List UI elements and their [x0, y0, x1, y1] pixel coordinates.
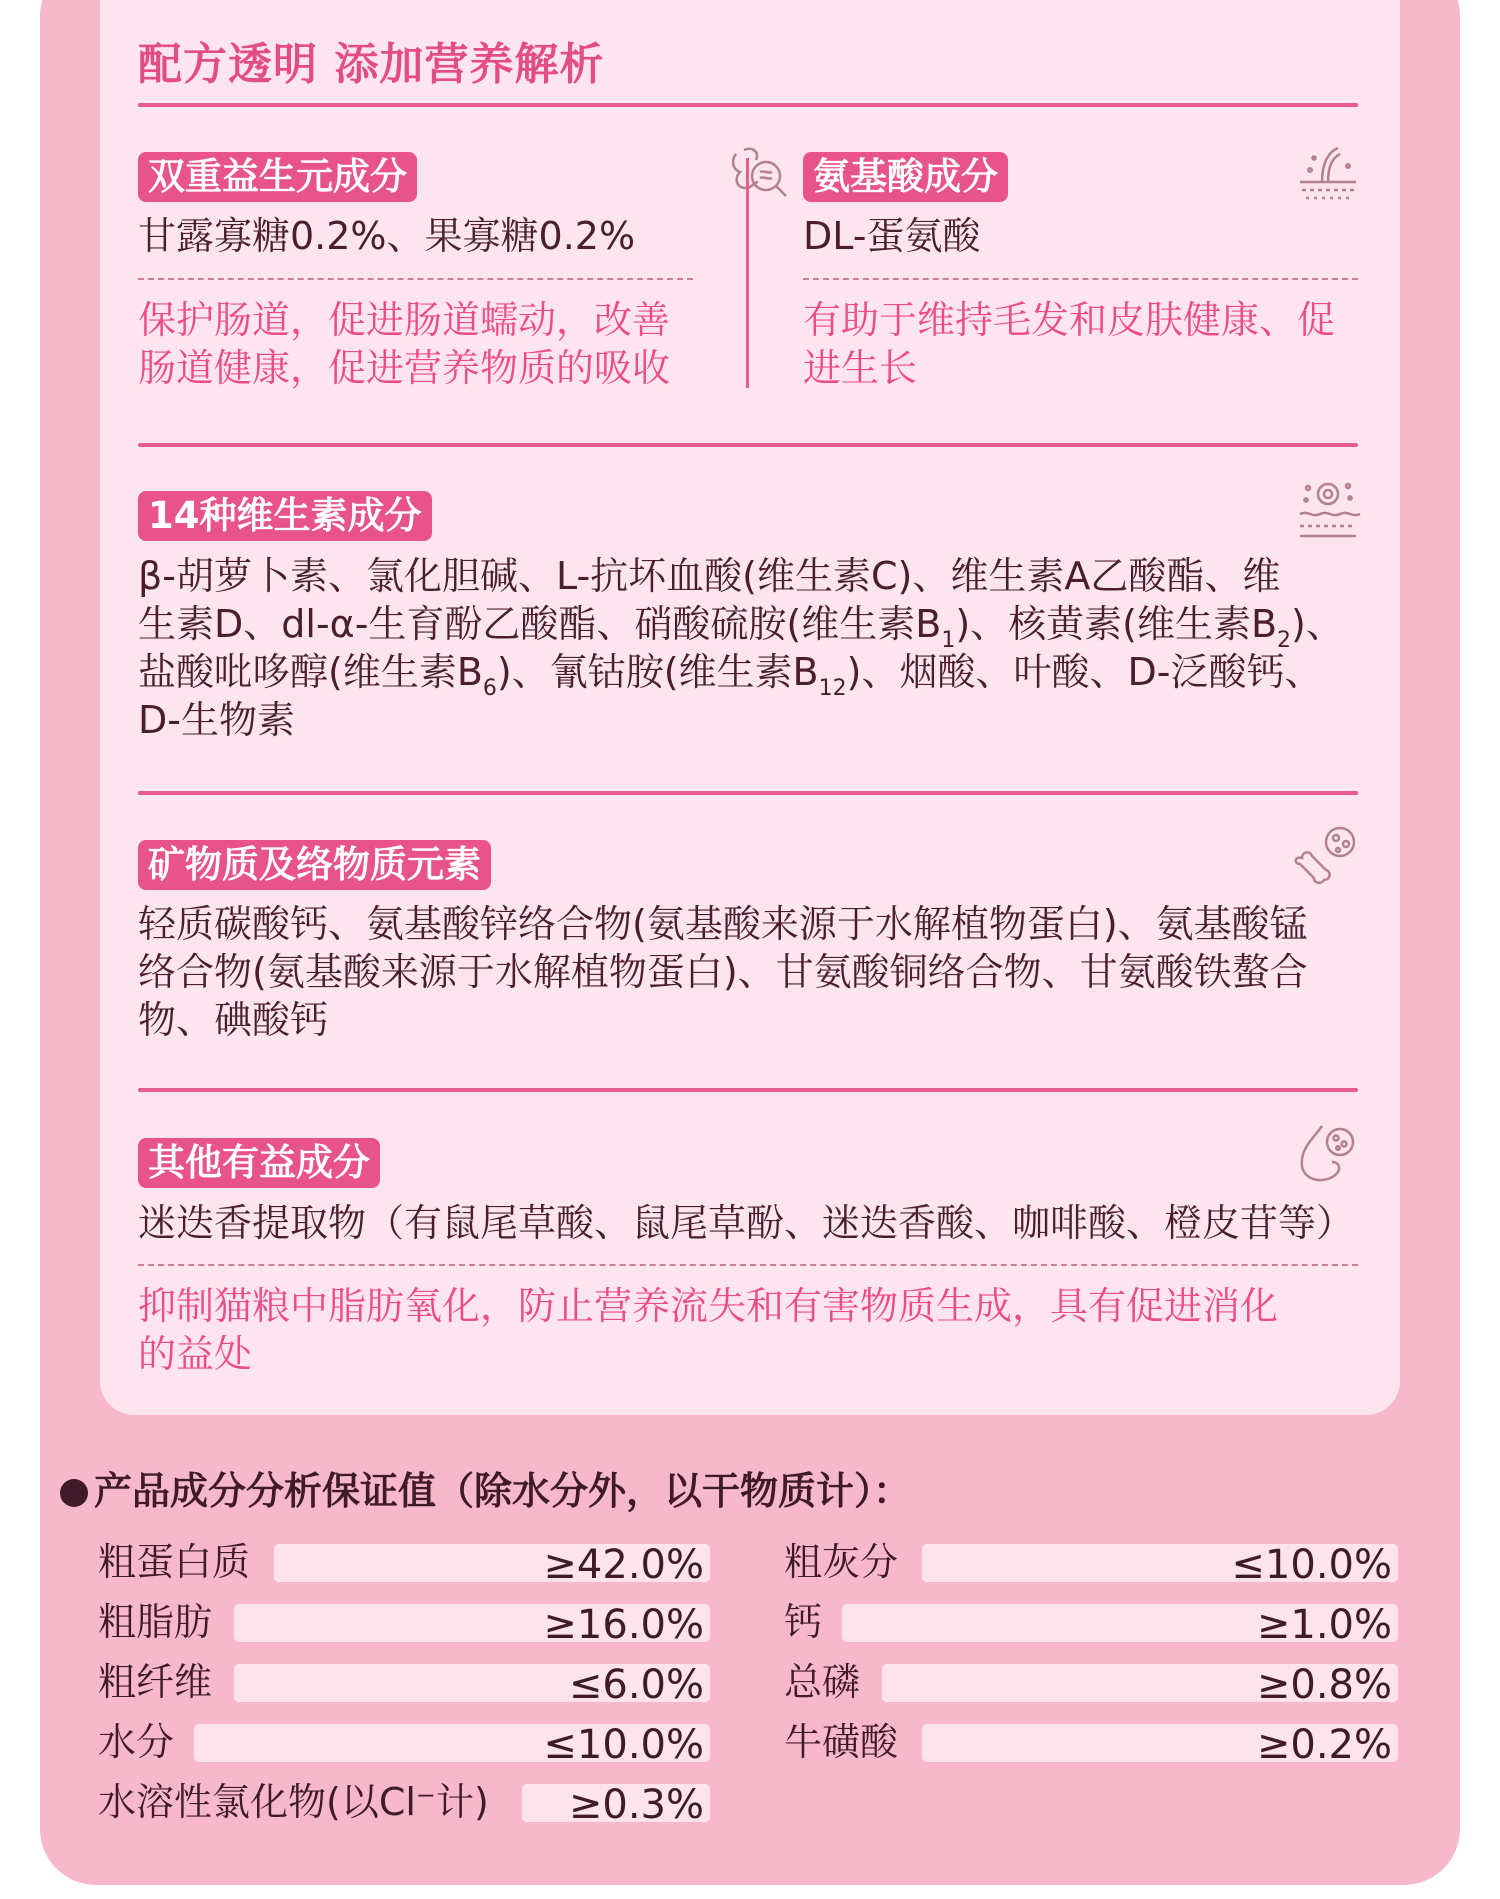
divider: [138, 103, 1358, 107]
vitamins-line-1: β-胡萝卜素、氯化胆碱、L-抗坏血酸(维生素C)、维生素A乙酸酯、维: [138, 554, 1281, 598]
minerals-line-3: 物、碘酸钙: [138, 998, 329, 1042]
guarantee-row: [98, 1718, 710, 1766]
vitamins-tag: 14种维生素成分: [138, 491, 432, 541]
guarantee-value: ≥1.0%: [1256, 1602, 1392, 1648]
value-bar: [274, 1542, 710, 1588]
value-bar: [922, 1542, 1398, 1588]
guarantee-label: 水分: [98, 1720, 175, 1764]
guarantee-label: 粗脂肪: [98, 1600, 213, 1644]
vitamins-line-4: D-生物素: [138, 698, 295, 742]
minerals-tag: 矿物质及络物质元素: [138, 840, 491, 890]
card-title: 配方透明 添加营养解析: [138, 39, 605, 90]
minerals-line-1: 轻质碳酸钙、氨基酸锌络合物(氨基酸来源于水解植物蛋白)、氨基酸锰: [138, 902, 1308, 946]
vitamins-line-3: 盐酸吡哆醇(维生素$B_6$)、氰钴胺(维生素$B_{12}$)、烟酸、叶酸、D-泛酸钙、: [138, 650, 1323, 701]
guarantee-title: 产品成分分析保证值（除水分外，以干物质计）：: [60, 1460, 911, 1515]
value-bar: [194, 1722, 710, 1768]
prebiotic-benefit-line-1: 保护肠道，促进肠道蠕动，改善: [138, 298, 671, 342]
guarantee-row: [784, 1538, 1398, 1586]
guarantee-label: 水溶性氯化物(以Cl⁻计): [98, 1780, 489, 1824]
amino-benefit-line-2: 进生长: [803, 346, 918, 390]
others-tag: 其他有益成分: [138, 1138, 380, 1188]
guarantee-value: ≥0.8%: [1256, 1662, 1392, 1708]
bone-cell-icon: [1292, 820, 1364, 892]
guarantee-value: ≥16.0%: [543, 1602, 704, 1648]
divider: [138, 1088, 1358, 1092]
value-bar: [522, 1782, 710, 1828]
guarantee-label: 总磷: [784, 1660, 861, 1704]
amino-benefit-line-1: 有助于维持毛发和皮肤健康、促: [803, 298, 1336, 342]
nutrition-card: [100, 0, 1400, 1415]
column-divider: [746, 158, 749, 388]
others-benefit-line-2: 的益处: [138, 1332, 253, 1376]
vitamins-line-2: 生素D、dl-α-生育酚乙酸酯、硝酸硫胺(维生素$B_1$)、核黄素(维生素$B_2$)、: [138, 602, 1344, 653]
guarantee-value: ≥42.0%: [543, 1542, 704, 1588]
dashed-divider: [803, 278, 1358, 280]
value-bar: [234, 1662, 710, 1708]
prebiotic-tag: 双重益生元成分: [138, 152, 417, 202]
amino-tag: 氨基酸成分: [803, 152, 1008, 202]
guarantee-row: [98, 1778, 710, 1826]
others-benefit-line-1: 抑制猫粮中脂肪氧化，防止营养流失和有害物质生成，具有促进消化: [138, 1284, 1279, 1328]
guarantee-row: [98, 1598, 710, 1646]
gut-icon: [722, 136, 794, 208]
guarantee-label: 牛磺酸: [784, 1720, 899, 1764]
bullet-icon: [60, 1479, 88, 1507]
guarantee-row: [784, 1718, 1398, 1766]
guarantee-label: 粗纤维: [98, 1660, 213, 1704]
value-bar: [882, 1662, 1398, 1708]
stomach-icon: [1292, 1118, 1364, 1190]
guarantee-label: 钙: [784, 1600, 823, 1644]
others-ingredients: 迷迭香提取物（有鼠尾草酸、鼠尾草酚、迷迭香酸、咖啡酸、橙皮苷等）: [138, 1201, 1355, 1245]
guarantee-label: 粗灰分: [784, 1540, 899, 1584]
guarantee-value: ≥0.3%: [568, 1782, 704, 1828]
value-bar: [842, 1602, 1398, 1648]
guarantee-row: [784, 1598, 1398, 1646]
guarantee-value: ≤6.0%: [568, 1662, 704, 1708]
skin-layers-icon: [1292, 472, 1364, 544]
guarantee-row: [98, 1658, 710, 1706]
minerals-line-2: 络合物(氨基酸来源于水解植物蛋白)、甘氨酸铜络合物、甘氨酸铁螯合: [138, 950, 1308, 994]
divider: [138, 443, 1358, 447]
dashed-divider: [138, 1264, 1358, 1266]
value-bar: [922, 1722, 1398, 1768]
prebiotic-benefit-line-2: 肠道健康，促进营养物质的吸收: [138, 346, 671, 390]
hair-skin-icon: [1292, 134, 1364, 206]
prebiotic-ingredients: 甘露寡糖0.2%、果寡糖0.2%: [138, 214, 636, 258]
guarantee-row: [98, 1538, 710, 1586]
guarantee-value: ≥0.2%: [1256, 1722, 1392, 1768]
guarantee-row: [784, 1658, 1398, 1706]
guarantee-value: ≤10.0%: [1231, 1542, 1392, 1588]
guarantee-value: ≤10.0%: [543, 1722, 704, 1768]
divider: [138, 791, 1358, 795]
amino-ingredients: DL-蛋氨酸: [803, 214, 981, 258]
value-bar: [234, 1602, 710, 1648]
dashed-divider: [138, 278, 693, 280]
guarantee-label: 粗蛋白质: [98, 1540, 251, 1584]
